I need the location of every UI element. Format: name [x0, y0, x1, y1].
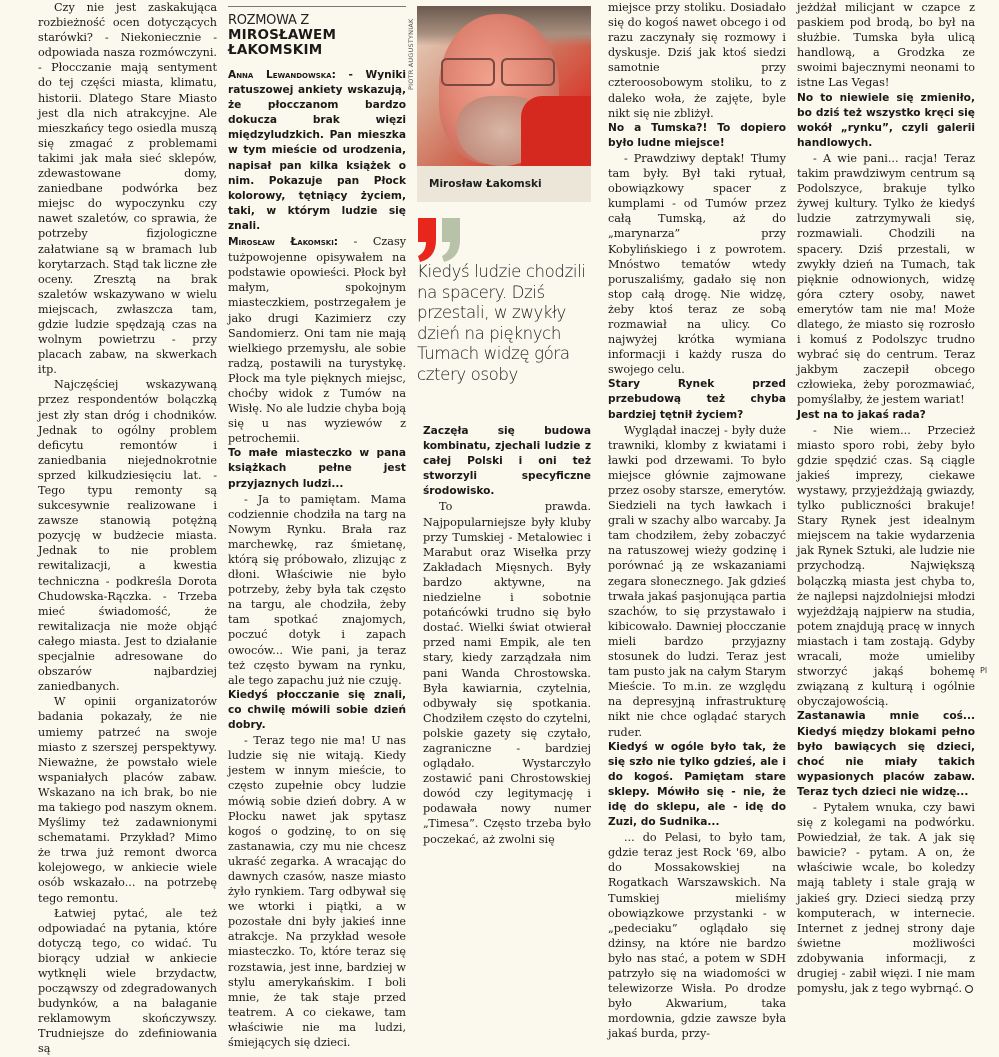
body-paragraph: Najczęściej wskazywaną przez respondentów bolączką jest zły stan dróg i chodników. Jednak to ogólny problem deficytu remontów i zaniedbania niejednokrotnie sprzed kilkudziesięciu lat. - Tego typu remonty są sukcesywnie realizowane i zawsze stanowią potężną pozycję w budżecie miasta. Jednak to nie problem rewitalizacji, a kwestia techniczna - podkreśla Dorota Chudowska-Rączka. - Trzeba mieć świadomość, że rewitalizacja nie może objąć całego miasta. Jest to działanie specjalnie adresowane do obszarów najbardziej zaniedbanych.: [38, 378, 217, 694]
photo-caption: Mirosław Łakomski: [429, 178, 542, 190]
body-paragraph: Łatwiej pytać, ale też odpowiadać na pytania, które dotyczą tego, co widać. Tu biorący udział w ankiecie wytknęli wiele brzydactw, począwszy od zdegradowanych budynków, a na bałaganie reklamowym skończywszy. Trudniejsze do zdefiniowania są: [38, 906, 217, 1056]
column-5: [797, 0, 975, 996]
interviewer-question: Stary Rynek przed przebudową też chyba bardziej tętnił życiem?: [608, 378, 786, 421]
body-paragraph: To prawda. Najpopularniejsze były kluby przy Tumskiej - Metalowiec i Marabut oraz Wisełka przy Zakładach Mięsnych. Były bardzo aktywne, na niedzielne i sobotnie potańcówki trudno się było dostać. Wielki świat otwierał przed nami Empik, ale ten stary, kiedy zarządzała nim pani Wanda Chrostowska. Była kawiarnia, czytelnia, odbywały się spotkania. Chodziłem często do czytelni, polskie gazety się czytało, zagraniczne - bardziej oglądało. Wystarczyło zostawić pani Chrostowskiej dowód czy legitymację i podawała nowy numer „Timesa”. Często trzeba było poczekać, aż zwolni się: [423, 500, 591, 846]
pull-quote: Kiedyś ludzie chodzili na spacery. Dziś przestali, w zwykły dzień na pięknych Tumach widzę góra cztery osoby: [417, 262, 586, 384]
column-2: [228, 8, 406, 1050]
interviewer-question: Zastanawia mnie coś... Kiedyś między blokami pełno było bawiących się dzieci, choć nie miały takich wypasionych placów zabaw. Teraz tych dzieci nie widzę...: [797, 710, 975, 798]
interviewer-question: No a Tumska?! To dopiero było ludne miejsce!: [608, 121, 786, 149]
body-paragraph: miejsce przy stoliku. Dosiadało się do kogoś nawet obcego i od razu zaczynały się rozmowy i dyskusje. Dziś jak ktoś siedzi samotnie przy czteroosobowym stoliku, to z daleko woła, że zajęte, byle nikt się nie zbliżył.: [608, 1, 786, 120]
speaker-label: Anna Lewandowska:: [228, 69, 336, 81]
interviewer-question: No to niewiele się zmieniło, bo dziś też wszystko kręci się wokół „rynku”, czyli galerii handlowych.: [797, 91, 975, 149]
speaker-label: Mirosław Łakomski:: [228, 236, 339, 249]
interviewer-question: Jest na to jakaś rada?: [797, 408, 926, 421]
header-rule: [228, 6, 406, 7]
interviewee-name-heading: MIROSŁAWEM ŁAKOMSKIM: [228, 27, 337, 58]
column-3: [423, 424, 591, 847]
photo-glasses-shape: [437, 58, 557, 86]
body-paragraph: - A wie pani... racja! Teraz takim prawdziwym centrum są Podolszyce, brakuje tylko żywej kultury. Tylko że kiedyś ludzie zatrzymywali się, rozmawiali. Chodzili na spacery. Dziś przestali, w zwykły dzień na Tumach, tak pięknie odnowionych, widzę góra cztery osoby, nawet emerytów tam nie ma! Może dlatego, że miasto się rozrosło i komuś z Podolszyc trudno wybrać się do centrum. Teraz jakbym zaczepił obcego człowieka, żeby porozmawiać, pomyślałby, że jestem wariat!: [797, 151, 975, 407]
answer-paragraph: Mirosław Łakomski: - Czasy tużpowojenne opisywałem na podstawie opowieści. Płock był małym, spokojnym miasteczkiem, postrzegałem je jako drugi Kazimierz czy Sandomierz. Oni tam nie mają wielkiego przemysłu, ale sobie radzą, postawili na turystykę. Płock ma tyle pięknych miejsc, choćby widok z Tumów na Wisłę. No ale ludzie chyba boją się u nas wyziewów z petrochemii.: [228, 235, 407, 446]
quote-mark-grey: [442, 218, 460, 262]
interviewer-question: Kiedyś płocczanie się znali, co chwilę mówili sobie dzień dobry.: [228, 688, 406, 732]
body-paragraph: - Nie wiem... Przecież miasto sporo robi, żeby było gdzie spędzić czas. Są ciągle jakieś imprezy, ciekawe wystawy, przyjeżdżają gwiazdy, tylko publiczności brakuje! Stary Rynek jest idealnym miejscem na takie wydarzenia jak Rynek Sztuki, ale ludzie nie przychodzą. Największą bolączką miasta jest chyba to, że najlepsi najzdolniejsi młodzi wyjeżdżają najpierw na studia, potem znajdują pracę w innych miastach i tam zostają. Gdyby wracali, może umieliby stworzyć jakąś bohemę związaną z kulturą i ogólnie obyczajowością.: [797, 423, 975, 709]
photo-caption-box: [417, 166, 591, 202]
column-4: [608, 0, 786, 1041]
interview-kicker: ROZMOWA Z: [228, 13, 309, 28]
quote-marks-svg: [416, 218, 476, 264]
body-paragraph: - Teraz tego nie ma! U nas ludzie się nie witają. Kiedy jestem w innym mieście, to często zupełnie obcy ludzie mówią sobie dzień dobry. A w Płocku nawet jak spytasz kogoś o godzinę, to on się zastanawia, czy mu nie chcesz ukraść zegarka. A wracając do dawnych czasów, nasze miasto żyło rynkiem. Targ odbywał się we wtorki i piątki, a w pozostałe dni były jakieś inne atrakcje. Na przykład wesołe miasteczko. To, które teraz się rozstawia, jest inne, bardziej w stylu amerykańskim. I boli mnie, że tak staje przed teatrem. A co ciekawe, tam właściwie nie ma ludzi, śmiejących się dzieci.: [228, 734, 406, 1049]
body-paragraph: - Pytałem wnuka, czy bawi się z kolegami na podwórku. Powiedział, że tak. A jak się bawicie? - pytam. A on, że właściwie wcale, bo koledzy mają tablety i stale grają w jakieś gry. Dzieci siedzą przy komputerach, w internecie. Internet z jednej strony daje świetne możliwości zdobywania informacji, z drugiej - zabił więzi. I nie mam pomysłu, jak z tego wybrnąć.: [797, 800, 975, 996]
quote-marks-icon: [416, 218, 476, 264]
column-1: [38, 0, 217, 1057]
interviewer-question: Zaczęła się budowa kombinatu, zjechali ludzie z całej Polski i oni też stworzyli specyficzne środowisko.: [423, 425, 591, 498]
column-2-body: [228, 68, 406, 1050]
interviewer-question: Anna Lewandowska: - Wyniki ratuszowej ankiety wskazują, że płocczanom bardzo dokucza brak więzi międzyludzkich. Pan mieszka w tym mieście od urodzenia, napisał pan kilka książek o nim. Pokazuje pan Płock kolorowy, tętniący życiem, taki, w którym ludzie się znali.: [228, 69, 406, 232]
photo-shirt-shape: [521, 96, 591, 166]
portrait-photo: [417, 6, 591, 166]
photo-credit: PIOTR AUGUSTYNIAK: [407, 18, 415, 90]
body-paragraph: jeżdżał milicjant w czapce z paskiem pod brodą, bo był na służbie. Tumska była ulicą handlową, a Grodzka ze swoimi bajecznymi neonami to istne Las Vegas!: [797, 1, 975, 90]
quote-mark-red: [418, 218, 436, 262]
body-paragraph: - Prawdziwy deptak! Tłumy tam były. Był taki rytuał, obowiązkowy spacer z kumplami - od Tumów przez całą Tumską, aż do „marynarza” przy Kobylińskiego i z powrotem. Mnóstwo tematów wtedy poruszaliśmy, gadało się non stop całą drogę. Nie widzę, żeby ktoś teraz ze sobą rozmawiał na ulicy. Co najwyżej krótka wymiana informacji i każdy rusza do swojego celu.: [608, 151, 786, 377]
body-paragraph: Wyglądał inaczej - były duże trawniki, klomby z kwiatami i ławki pod drzewami. To było miejsce głównie zajmowane przez osoby starsze, emerytów. Siedzieli na tych ławkach i grali w szachy albo warcaby. Ja tam chodziłem, żeby zobaczyć na ratuszowej wieży godzinę i porównać ją ze wskazaniami zegara słonecznego. Jak gdzieś trwała jakaś pasjonująca partia szachów, to się przystawało i kibicowało. Dawniej płocczanie mieli bardzo przyjazny stosunek do ludzi. Teraz jest tam pusto jak na całym Starym Mieście. To m.in. ze względu na depresyjną infrastrukturę nikt nie chce oglądać starych ruder.: [608, 423, 786, 739]
body-paragraph: Czy nie jest zaskakująca rozbieżność ocen dotyczących starówki? - Niekoniecznie - odpowiada nasza rozmówczyni. - Płocczanie mają sentyment do tej części miasta, klimatu, historii. Dlatego Stare Miasto jest dla nich atrakcyjne. Ale mieszkańcy tego osiedla muszą się zmagać z problemami takimi jak mała sieć sklepów, zdewastowane domy, zaniedbane podwórka bez miejsc do wypoczynku czy nawet szaletów, co sprawia, że potrzeby fizjologiczne załatwiane są w bramach lub korytarzach. Stąd tak liczne złe oceny. Zresztą na brak szaletów wskazywano w wielu miejscach, zwłaszcza tam, gdzie ludzie spędzają czas na wolnym powietrzu - przy placach zabaw, na skwerkach itp.: [38, 1, 217, 377]
end-mark-icon: [965, 985, 973, 993]
interviewer-question: Kiedyś w ogóle było tak, że się szło nie tylko gdzieś, ale i do kogoś. Pamiętam stare sklepy. Mówiło się - nie, że idę do sklepu, ale - idę do Zuzi, do Sudnika...: [608, 740, 786, 829]
body-paragraph: - Ja to pamiętam. Mama codziennie chodziła na targ na Nowym Rynku. Brała raz marchewkę, raz śmietanę, którą się próbowało, zlizując z dłoni. Właściwie nie było potrzeby, żeby była tak często na targu, ale chodziła, żeby tam spotkać znajomych, poczuć dotyk i zapach owoców... Wie pani, ja teraz też często bywam na rynku, ale tego zapachu już nie czuję.: [228, 492, 406, 687]
next-page-fragment: Pl: [980, 666, 988, 675]
interviewer-question: To małe miasteczko w pana książkach pełne jest przyjaznych ludzi...: [228, 447, 406, 490]
body-paragraph: ... do Pelasi, to było tam, gdzie teraz jest Rock '69, albo do Mossakowskiej na Rogatkach Warszawskich. Na Tumskiej mieliśmy obowiązkowe przystanki - w „pedeciaku” oglądało się dżinsy, na które nie bardzo było nas stać, a potem w SDH patrzyło się na wiadomości w telewizorze Wisła. Po drodze było Akwarium, taka mordownia, gdzie zawsze była jakaś burda, przy-: [608, 831, 786, 1041]
body-paragraph: W opinii organizatorów badania pokazały, że nie umiemy patrzeć na swoje miasto z szerszej perspektywy. Nieważne, że powstało wiele wspaniałych placów zabaw. Wskazano na ich brak, bo nie ma takiego pod naszym oknem. Myślimy też zadawnionymi schematami. Przykład? Mimo że trwa już remont dworca kolejowego, w ankiecie wiele osób wskazało... na potrzebę tego remontu.: [38, 695, 217, 905]
